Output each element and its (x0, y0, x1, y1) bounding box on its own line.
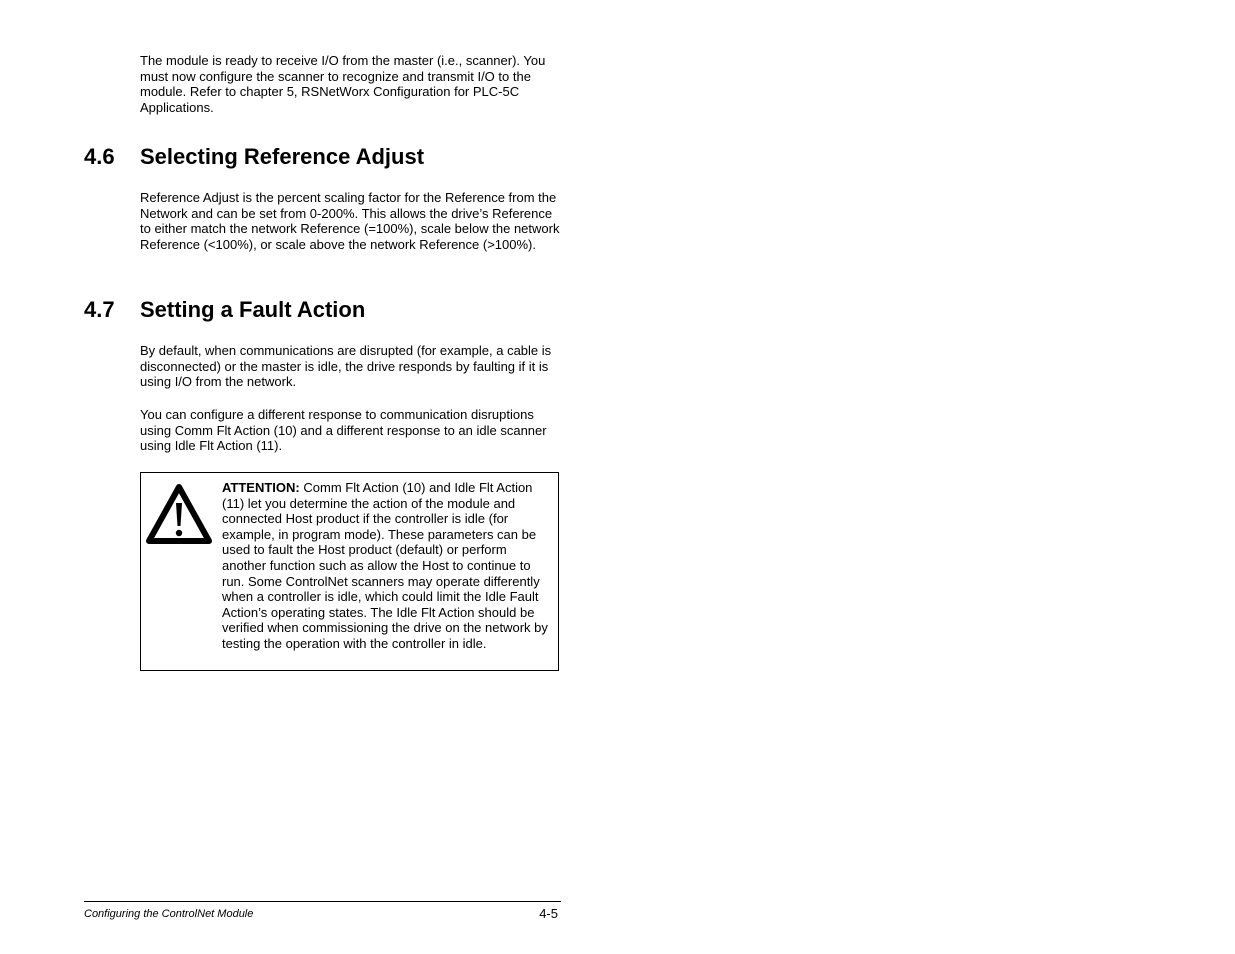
section-title: Selecting Reference Adjust (140, 144, 425, 169)
section-4-7-heading (84, 297, 365, 323)
section-title: Setting a Fault Action (140, 297, 366, 322)
fault-action-paragraph-2: You can configure a different response to communication disruptions using Comm Flt Action (10) and a different response to an idle scanner using Idle Flt Action (11). (140, 407, 547, 454)
attention-label: ATTENTION: (222, 480, 300, 495)
attention-box (140, 472, 559, 671)
page-number: 4-5 (539, 906, 558, 921)
fault-action-paragraph-1: By default, when communications are disrupted (for example, a cable is disconnected) or the master is idle, the drive responds by faulting if it is using I/O from the network. (140, 343, 552, 390)
intro-paragraph: The module is ready to receive I/O from the master (i.e., scanner). You must now configure the scanner to recognize and transmit I/O to the module. Refer to chapter 5, RSNetWorx Configuration for PLC-5C Applications. (140, 53, 546, 115)
attention-text (222, 480, 552, 652)
warning-triangle-icon (145, 483, 213, 547)
attention-body: Comm Flt Action (10) and Idle Flt Action (11) let you determine the action of the module and connected Host product if the controller is idle (for example, in program mode). These parameters can be used to fault the Host product (default) or perform another function such as allow the Host to continue to run. Some ControlNet scanners may operate differently when a controller is idle, which could limit the Idle Fault Action’s operating states. The Idle Flt Action should be verified when commissioning the drive on the network by testing the operation with the controller in idle. (222, 480, 548, 651)
section-number: 4.7 (84, 297, 115, 322)
reference-adjust-paragraph: Reference Adjust is the percent scaling factor for the Reference from the Network and can be set from 0-200%. This allows the drive’s Reference to either match the network Reference (=100%), scale below the network Reference (<100%), or scale above the network Reference (>100%). (140, 190, 560, 252)
footer-divider (84, 901, 561, 902)
footer-title: Configuring the ControlNet Module (84, 908, 254, 920)
section-4-6-heading (84, 144, 424, 170)
section-number: 4.6 (84, 144, 115, 169)
